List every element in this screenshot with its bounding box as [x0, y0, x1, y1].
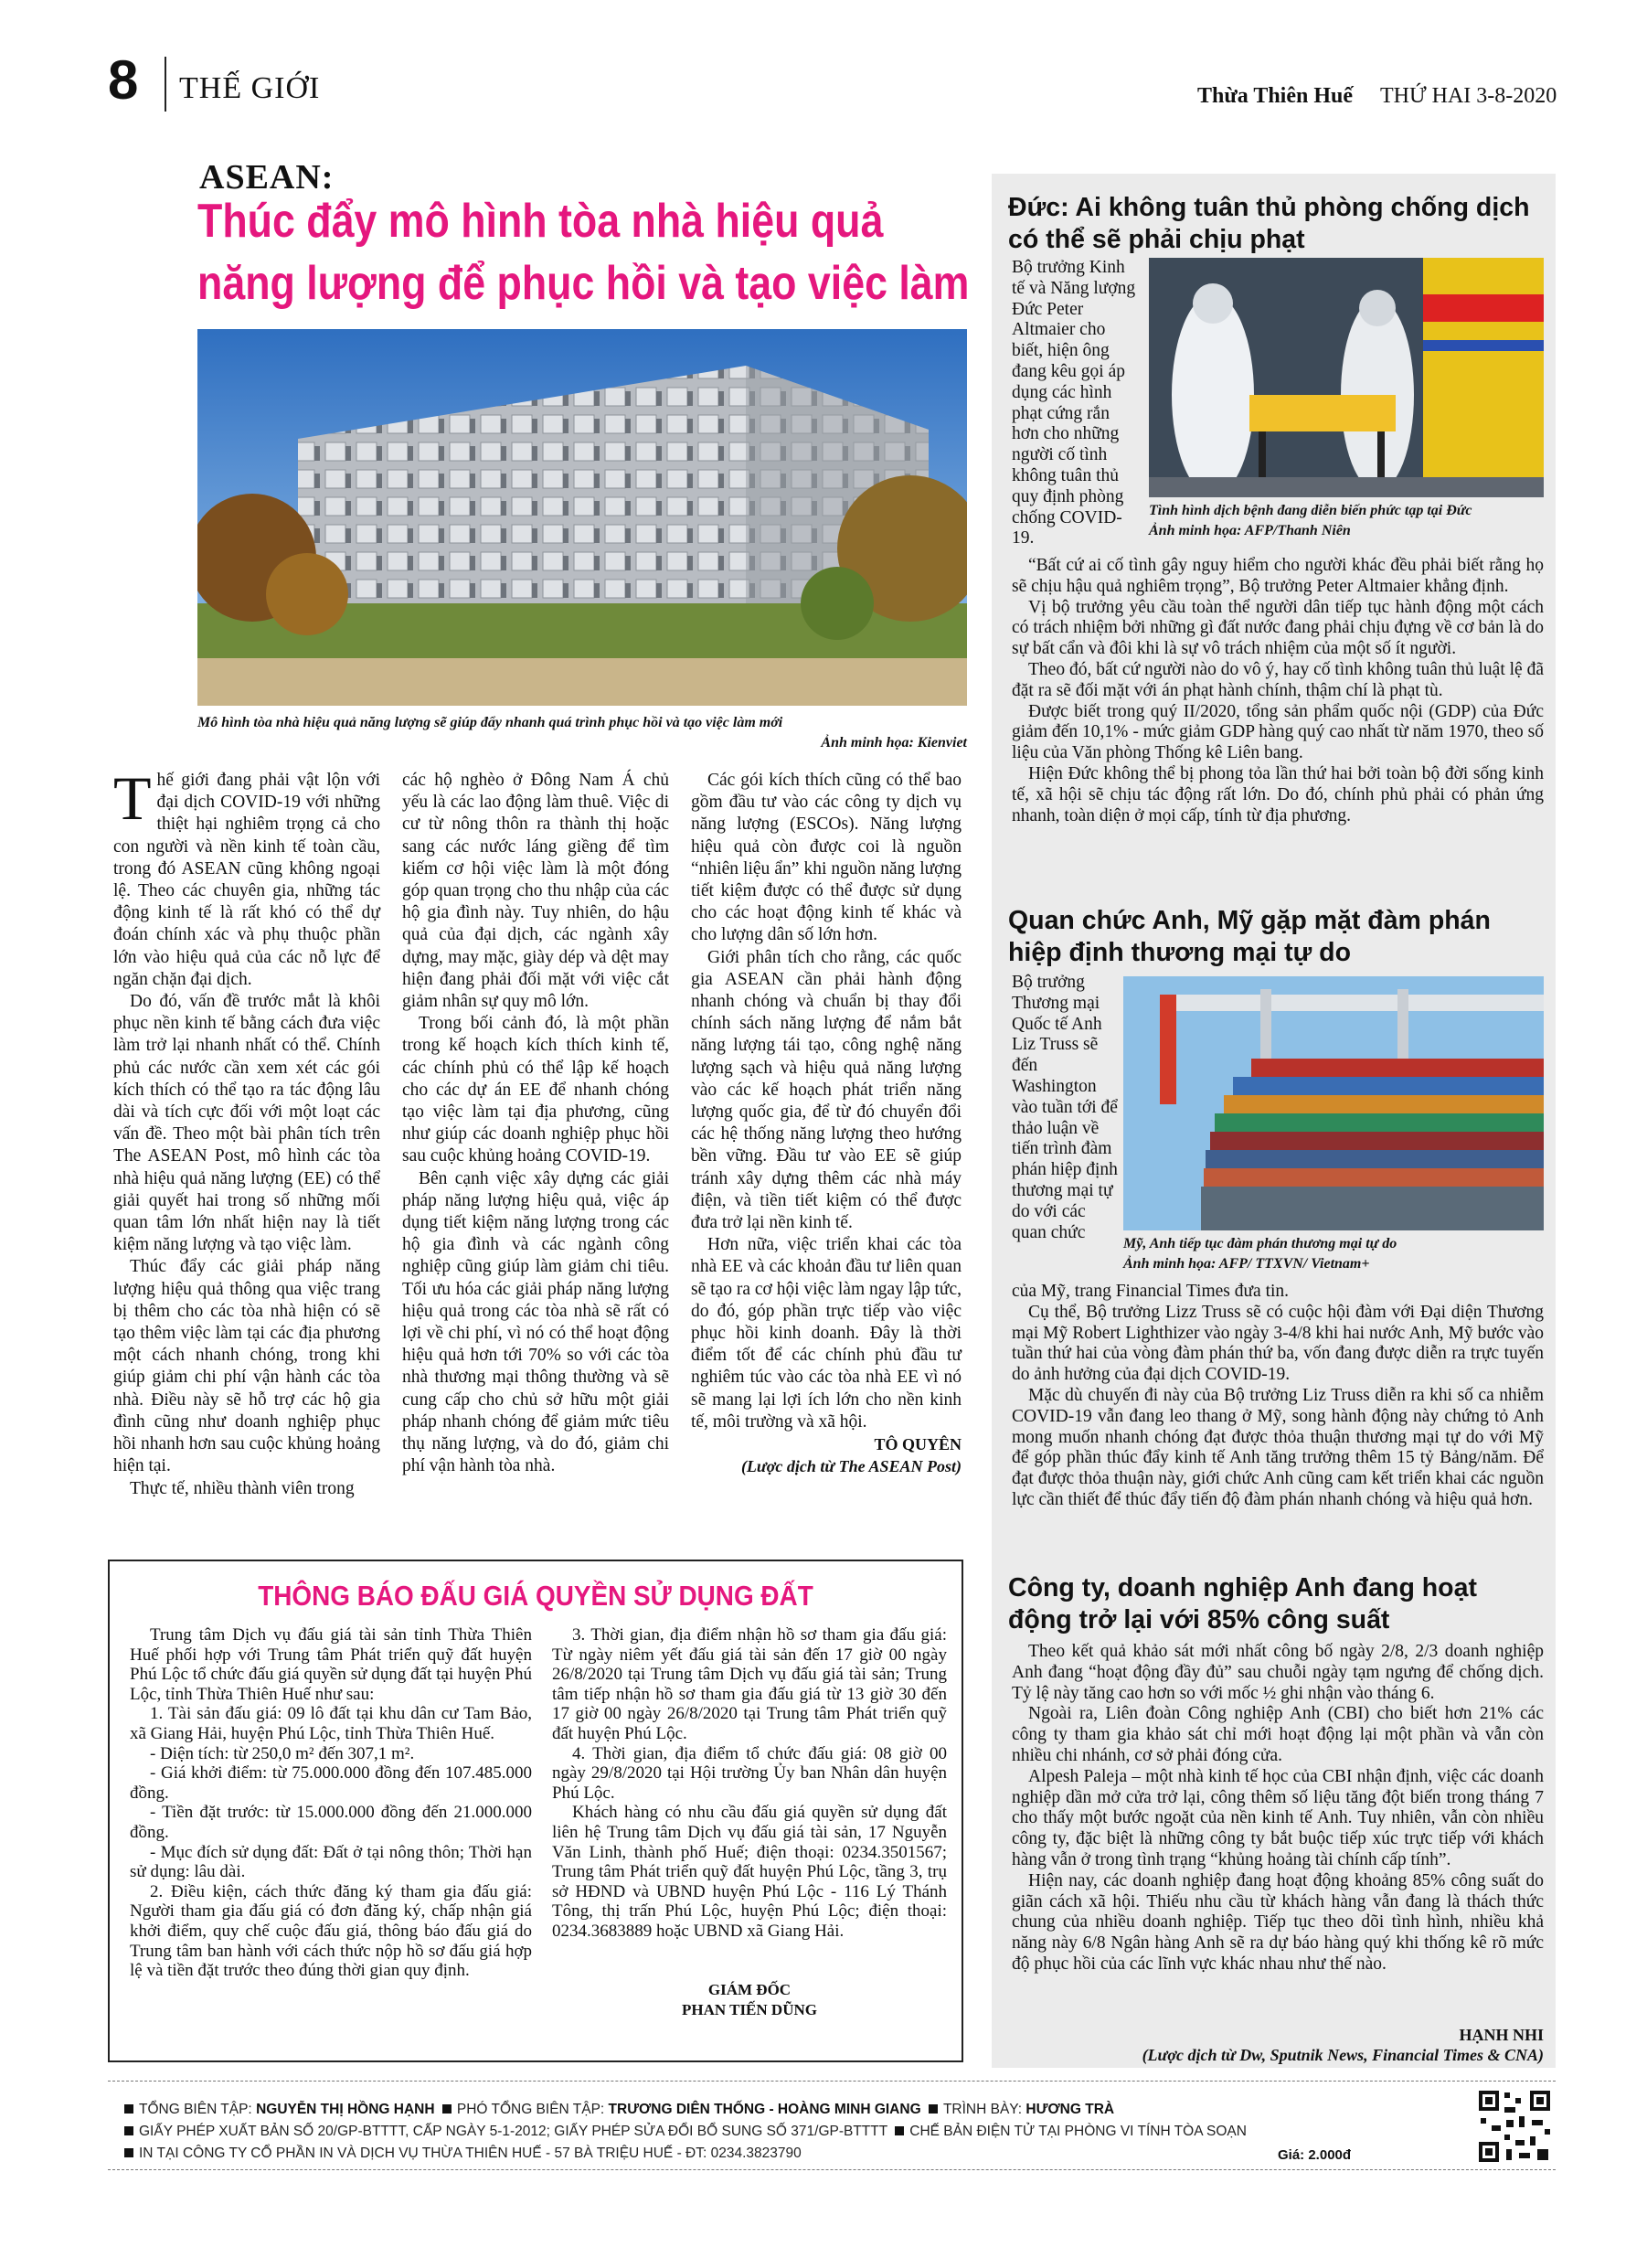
- label: PHÓ TỔNG BIÊN TẬP:: [456, 2102, 605, 2117]
- notice-column-1: [130, 1625, 532, 1981]
- drop-cap: T: [113, 763, 152, 833]
- article-headline-line2: năng lượng để phục hồi và tạo việc làm: [197, 257, 970, 310]
- article-column-3: [691, 770, 962, 1478]
- photo-credit: Ảnh minh họa: AFP/Thanh Niên: [1149, 523, 1351, 538]
- notice-paragraph: - Mục đích sử dụng đất: Đất ở tại nông thôn; Thời hạn sử dụng: lâu dài.: [130, 1842, 532, 1882]
- paragraph: Mặc dù chuyến đi này của Bộ trưởng Liz Truss diễn ra khi số ca nhiễm COVID-19 vẫn đang leo thang ở Mỹ, song hành động này chứng tỏ Anh mong muốn nhanh chóng đạt được thỏa thuận thương mại tự do với Mỹ để góp phần thúc đẩy kinh tế Anh tăng trưởng thêm 15 tỷ Bảng/năm. Để đạt được thỏa thuận này, giới chức Anh cũng cam kết triển khai các nguồn lực cần thiết để thúc đẩy tiến độ đàm phán nhanh chóng và hiệu quả hơn.: [1012, 1385, 1544, 1509]
- footer-line-editors: [121, 2102, 1114, 2118]
- paragraph: Hiện nay, các doanh nghiệp đang hoạt động khoảng 85% công suất do giãn cách xã hội. Thiếu nhu cầu từ khách hàng vẫn đang là thách thức chung của nhiều doanh nghiệp. Tiếp tục theo dõi tình hình, nhiều khả năng này 6/8 Ngân hàng Anh sẽ ra dự báo hàng quý khi thống kê rõ mức độ phục hồi của các lĩnh vực khác nhau như thế nào.: [1012, 1870, 1544, 1974]
- caption-text: Mô hình tòa nhà hiệu quả năng lượng sẽ giúp đẩy nhanh quá trình phục hồi và tạo việc làm mới: [197, 715, 783, 730]
- story3-body: [1012, 1642, 1544, 1975]
- page-number: 8: [108, 49, 139, 111]
- notice-paragraph: Khách hàng có nhu cầu đấu giá quyền sử dụng đất liên hệ Trung tâm Dịch vụ đấu giá tài sản, 17 Nguyễn Văn Linh, thành phố Huế; điện thoại: 0234.3501567; Trung tâm Phát triển quỹ đất huyện Phú Lộc, tầng 3, trụ sở HĐND và UBND huyện Phú Lộc - 116 Lý Thánh Tông, thị trấn Phú Lộc, huyện Phú Lộc; điện thoại: 0234.3683889 hoặc UBND xã Giang Hải.: [552, 1803, 947, 1941]
- paragraph: Hiện Đức không thể bị phong tỏa lần thứ hai bởi toàn bộ đời sống kinh tế, xã hội sẽ chịu tác động rất lớn. Do đó, chính phủ phải có phản ứng nhanh, toàn diện ở mọi cấp, tính từ địa phương.: [1012, 763, 1544, 825]
- article-author: TÔ QUYÊN: [874, 1435, 962, 1454]
- notice-paragraph: 2. Điều kiện, cách thức đăng ký tham gia đấu giá: Người tham gia đấu giá có đơn đăng ký, chấp nhận giá khởi điểm, quy chế cuộc đấu giá, thông báo đấu giá do Trung tâm ban hành với cách thức nộp hồ sơ đấu giá hợp lệ và tiền đặt trước theo đúng thời gian quy định.: [130, 1881, 532, 1981]
- paper-name: Thừa Thiên Huế: [1197, 84, 1354, 108]
- story1-headline: Đức: Ai không tuân thủ phòng chống dịch có thể sẽ phải chịu phạt: [1008, 193, 1530, 254]
- bullet-icon: [124, 2126, 133, 2135]
- bullet-icon: [929, 2104, 938, 2114]
- building-photo: [197, 329, 967, 706]
- story2-body: [1012, 1282, 1544, 1511]
- signer-title: GIÁM ĐỐC: [707, 1981, 792, 1998]
- layout-designer: HƯƠNG TRÀ: [1025, 2102, 1115, 2117]
- germany-covid-photo: [1149, 258, 1544, 497]
- paragraph: Cụ thể, Bộ trưởng Lizz Truss sẽ có cuộc hội đàm với Đại diện Thương mại Mỹ Robert Lighthizer vào ngày 3-4/8 khi hai nước Anh, Mỹ bước vào tuần thứ hai của vòng đàm phán thứ ba, vốn đang được diễn ra trực tuyến do ảnh hưởng của đại dịch COVID-19.: [1012, 1302, 1544, 1385]
- paragraph: Trong bối cảnh đó, là một phần trong kế hoạch kích thích kinh tế, các chính phủ có thể lập kế hoạch cho các dự án EE để nhanh chóng tạo việc làm tại địa phương, cũng như giúp các doanh nghiệp phục hồi sau cuộc khủng hoảng COVID-19.: [402, 1014, 669, 1166]
- notice-paragraph: 3. Thời gian, địa điểm nhận hồ sơ tham gia đấu giá: Từ ngày niêm yết đấu giá tài sản đến 17 giờ 00 ngày 26/8/2020 tại Trung tâm Dịch vụ đấu giá tài sản; Trung tâm tiếp nhận hồ sơ tham gia đấu giá từ 13 giờ 30 đến 17 giờ 00 ngày 26/8/2020 tại Trung tâm Phát triển quỹ đất huyện Phú Lộc.: [552, 1625, 947, 1743]
- bullet-icon: [895, 2126, 904, 2135]
- notice-title: THÔNG BÁO ĐẤU GIÁ QUYỀN SỬ DỤNG ĐẤT: [258, 1580, 813, 1612]
- paragraph: Thực tế, nhiều thành viên trong: [130, 1478, 355, 1498]
- paragraph: Hơn nữa, việc triển khai các tòa nhà EE và các khoản đầu tư liên quan sẽ tạo ra cơ hội việc làm ngay lập tức, do đó, góp phần trực tiếp vào việc phục hồi kinh doanh. Đây là thời điểm tốt để các chính phủ đầu tư nghiêm túc vào các tòa nhà EE vì nó sẽ mang lại lợi ích lớn cho nền kinh tế, môi trường và xã hội.: [691, 1235, 962, 1432]
- story2-photo-caption: [1123, 1234, 1544, 1274]
- issue-date: THỨ HAI 3-8-2020: [1380, 84, 1557, 108]
- notice-paragraph: - Giá khởi điểm: từ 75.000.000 đồng đến 107.485.000 đồng.: [130, 1763, 532, 1803]
- notice-signature: [552, 1980, 947, 2020]
- paragraph: “Bất cứ ai cố tình gây nguy hiểm cho người khác đều phải biết rằng họ sẽ chịu hậu quả nghiêm trọng”, Bộ trưởng Peter Altmaier khẳng định.: [1012, 556, 1544, 596]
- paragraph: Theo kết quả khảo sát mới nhất công bố ngày 2/8, 2/3 doanh nghiệp Anh đang “hoạt động đầy đủ” sau chuỗi ngày tạm ngưng để chống dịch. Tỷ lệ này tăng cao hơn so với mốc ½ ghi nhận vào tháng 6.: [1012, 1642, 1544, 1703]
- paragraph: Giới phân tích cho rằng, các quốc gia ASEAN cần phải hành động nhanh chóng và chuẩn bị thay đổi chính sách năng lượng để nắm bắt năng lượng tái tạo, công nghệ năng lượng sạch và hiệu quả năng lượng vào các kế hoạch phát triển năng lượng quốc gia, để từ đó chuyển đổi các hệ thống năng lượng theo hướng bền vững. Đầu tư vào EE sẽ giúp tránh xây dựng thêm các nhà máy điện, và tiền tiết kiệm có thể được đưa trở lại nền kinh tế.: [691, 947, 962, 1233]
- article-kicker: ASEAN:: [199, 158, 335, 197]
- caption-text: Tình hình dịch bệnh đang diễn biến phức tạp tại Đức: [1149, 503, 1472, 518]
- header-divider: [165, 57, 166, 112]
- paragraph: Vị bộ trưởng yêu cầu toàn thể người dân tiếp tục hành động một cách có trách nhiệm bởi những gì đất nước đang phải chịu đựng về cơ bản là do sự bất cẩn và đôi khi là sự vô trách nhiệm của một số ít người.: [1012, 597, 1544, 659]
- paragraph: Ngoài ra, Liên đoàn Công nghiệp Anh (CBI) cho biết hơn 21% các công ty tham gia khảo sát chỉ mới hoạt động lại một phần và vẫn còn nhiều chi nhánh, cơ sở phải đóng cửa.: [1012, 1704, 1544, 1765]
- deputy-editors: TRƯƠNG DIÊN THỐNG - HOÀNG MINH GIANG: [608, 2102, 921, 2117]
- story2-headline: Quan chức Anh, Mỹ gặp mặt đàm phán hiệp định thương mại tự do: [1008, 906, 1491, 967]
- article-headline-line1: Thúc đẩy mô hình tòa nhà hiệu quả: [197, 195, 884, 248]
- story3-author: HẠNH NHI: [1459, 2026, 1544, 2044]
- story3-source: (Lược dịch từ Dw, Sputnik News, Financial Times & CNA): [1142, 2046, 1544, 2064]
- world-news-sidebar: [992, 174, 1556, 2068]
- printer-text: IN TẠI CÔNG TY CỔ PHẦN IN VÀ DỊCH VỤ THỪA THIÊN HUẾ - 57 BÀ TRIỆU HUẾ - ĐT: 0234.3823790: [139, 2146, 802, 2161]
- bullet-icon: [124, 2148, 133, 2157]
- paragraph: Thúc đẩy các giải pháp năng lượng hiệu quả thông qua việc trang bị thêm cho các tòa nhà hiện có sẽ tạo thêm việc làm tại các địa phương một cách nhanh chóng, trong khi giúp giảm chi phí vận hành các tòa nhà. Điều này sẽ hỗ trợ các hộ gia đình cũng như doanh nghiệp phục hồi nhanh hơn sau cuộc khủng hoảng hiện tại.: [113, 1257, 380, 1476]
- auction-notice: [108, 1560, 963, 2062]
- article-column-2: [402, 770, 669, 1478]
- photo-credit: Ảnh minh họa: Kienviet: [821, 735, 967, 751]
- footer-line-printer: [121, 2146, 802, 2162]
- notice-paragraph: - Tiền đặt trước: từ 15.000.000 đồng đến 21.000.000 đồng.: [130, 1803, 532, 1842]
- editor-in-chief: NGUYỄN THỊ HỒNG HẠNH: [256, 2102, 435, 2117]
- notice-paragraph: Trung tâm Dịch vụ đấu giá tài sản tỉnh Thừa Thiên Huế phối hợp với Trung tâm Phát triển quỹ đất huyện Phú Lộc tổ chức đấu giá quyền sử dụng đất tại huyện Phú Lộc, tỉnh Thừa Thiên Huế như sau:: [130, 1625, 532, 1704]
- price: Giá: 2.000đ: [1278, 2147, 1352, 2163]
- notice-paragraph: - Diện tích: từ 250,0 m² đến 307,1 m².: [150, 1743, 415, 1763]
- container-port-photo: [1123, 976, 1544, 1230]
- paragraph: Theo đó, bất cứ người nào do vô ý, hay cố tình không tuân thủ luật lệ đã đặt ra sẽ đối mặt với án phạt hành chính, thậm chí là phạt tù.: [1012, 659, 1544, 700]
- paragraph: Bên cạnh việc xây dựng các giải pháp năng lượng hiệu quả, việc áp dụng tiết kiệm năng lượng trong các hộ gia đình và các ngành công nghiệp cũng giúp làm giảm chi tiêu. Tối ưu hóa các giải pháp năng lượng hiệu quả trong các tòa nhà sẽ rất có lợi về chi phí, vì nó có thể hoạt động hiệu quả hơn tới 70% so với các tòa nhà thương mại thông thường và sẽ cung cấp cho chủ sở hữu một giải pháp nhanh chóng để giảm mức tiêu thụ năng lượng, và do đó, giảm chi phí vận hành tòa nhà.: [402, 1168, 669, 1476]
- notice-column-2: [552, 1625, 947, 1942]
- paragraph: Do đó, vấn đề trước mắt là khôi phục nền kinh tế bằng cách đưa việc làm trở lại nhanh nhất có thể. Chính phủ các nước cần xem xét các gói kích thích có thể tạo ra tác động lâu dài và tích cực đối với một loạt các vấn đề. Theo một bài phân tích trên The ASEAN Post, mô hình các tòa nhà hiệu quả năng lượng (EE) có thể giải quyết hai trong số những mối quan tâm lớn nhất hiện nay là tiết kiệm năng lượng và tạo việc làm.: [113, 992, 380, 1255]
- qr-code-icon: [1477, 2089, 1552, 2164]
- story1-body: [1012, 556, 1544, 826]
- notice-paragraph: 1. Tài sản đấu giá: 09 lô đất tại khu dân cư Tam Bảo, xã Giang Hải, huyện Phú Lộc, tỉnh Thừa Thiên Huế.: [130, 1704, 532, 1743]
- photo-credit: Ảnh minh họa: AFP/ TTXVN/ Vietnam+: [1123, 1256, 1370, 1272]
- story2-lead: Bộ trưởng Thương mại Quốc tế Anh Liz Truss sẽ đến Washington vào tuần tới để thảo luận về tiến trình đàm phán hiệp định thương mại tự do với các quan chức: [1012, 973, 1118, 1242]
- paragraph: Các gói kích thích cũng có thể bao gồm đầu tư vào các công ty dịch vụ năng lượng (ESCOs). Năng lượng hiệu quả còn được coi là nguồn “nhiên liệu ẩn” khi nguồn năng lượng tiết kiệm được có thể được sử dụng cho các hoạt động kinh tế khác và cho lượng dân số lớn hơn.: [691, 771, 962, 945]
- paragraph: các hộ nghèo ở Đông Nam Á chủ yếu là các lao động làm thuê. Việc di cư từ nông thôn ra thành thị hoặc sang các nước láng giềng để tìm kiếm cơ hội việc làm là một đóng góp quan trọng cho thu nhập của các hộ gia đình này. Tuy nhiên, do hậu quả của đại dịch, các ngành xây dựng, may mặc, giày dép và dệt may hiện đang phải đối mặt với việc cắt giảm nhân sự quy mô lớn.: [402, 771, 669, 1012]
- paragraph: Alpesh Paleja – một nhà kinh tế học của CBI nhận định, việc các doanh nghiệp dần mở cửa trở lại, công thêm số liệu tăng đột biến trong tháng 7 cho thấy một bước ngoặt của nền kinh tế Anh. Tuy nhiên, vẫn còn nhiều công ty, đặc biệt là những công ty bắt buộc tiếp xúc trực tiếp với khách hàng vẫn ở trong tình trạng “khủng hoảng tài chính cấp tính”.: [1012, 1766, 1544, 1869]
- story1-photo-caption: [1149, 501, 1544, 541]
- typesetting-text: CHẾ BẢN ĐIỆN TỬ TẠI PHÒNG VI TÍNH TÒA SOẠN: [909, 2124, 1247, 2139]
- story1-lead: Bộ trưởng Kinh tế và Năng lượng Đức Peter Altmaier cho biết, hiện ông đang kêu gọi áp dụng các hình phạt cứng rắn hơn cho những người cố tình không tuân thủ quy định phòng chống COVID-19.: [1012, 258, 1136, 548]
- story3-headline: Công ty, doanh nghiệp Anh đang hoạt động trở lại với 85% công suất: [1008, 1573, 1477, 1634]
- article-column-1: [113, 763, 380, 1500]
- article-source: (Lược dịch từ The ASEAN Post): [740, 1457, 962, 1476]
- label: TỔNG BIÊN TẬP:: [139, 2102, 252, 2117]
- label: TRÌNH BÀY:: [942, 2102, 1023, 2117]
- section-title: THẾ GIỚI: [179, 71, 321, 105]
- paragraph: hế giới đang phải vật lộn với đại dịch COVID-19 với những thiệt hại nghiêm trọng cả cho con người và nền kinh tế toàn cầu, trong đó ASEAN cũng không ngoại lệ. Theo các chuyên gia, những tác động kinh tế là rất khó có thể dự đoán chính xác và phụ thuộc phần lớn vào hiệu quả của các nỗ lực để ngăn chặn đại dịch.: [113, 771, 380, 989]
- notice-paragraph: 4. Thời gian, địa điểm tổ chức đấu giá: 08 giờ 00 ngày 29/8/2020 tại Hội trường Ủy ban Nhân dân huyện Phú Lộc.: [552, 1743, 947, 1803]
- footer-line-license: [121, 2124, 1247, 2140]
- bullet-icon: [124, 2104, 133, 2114]
- paragraph: Được biết trong quý II/2020, tổng sản phẩm quốc nội (GDP) của Đức giảm đến 10,1% - mức giảm GDP hàng quý cao nhất từ năm 1970, theo số liệu của Văn phòng Thống kê Liên bang.: [1012, 701, 1544, 763]
- photo-caption: [197, 713, 967, 753]
- signer-name: PHAN TIẾN DŨNG: [682, 2001, 817, 2018]
- paragraph: của Mỹ, trang Financial Times đưa tin.: [1012, 1282, 1290, 1301]
- caption-text: Mỹ, Anh tiếp tục đàm phán thương mại tự do: [1123, 1236, 1397, 1251]
- license-text: GIẤY PHÉP XUẤT BẢN SỐ 20/GP-BTTTT, CẤP NGÀY 5-1-2012; GIẤY PHÉP SỬA ĐỔI BỔ SUNG SỐ 371/GP-BTTTT: [139, 2124, 887, 2139]
- masthead-footer: [108, 2081, 1556, 2170]
- bullet-icon: [442, 2104, 452, 2114]
